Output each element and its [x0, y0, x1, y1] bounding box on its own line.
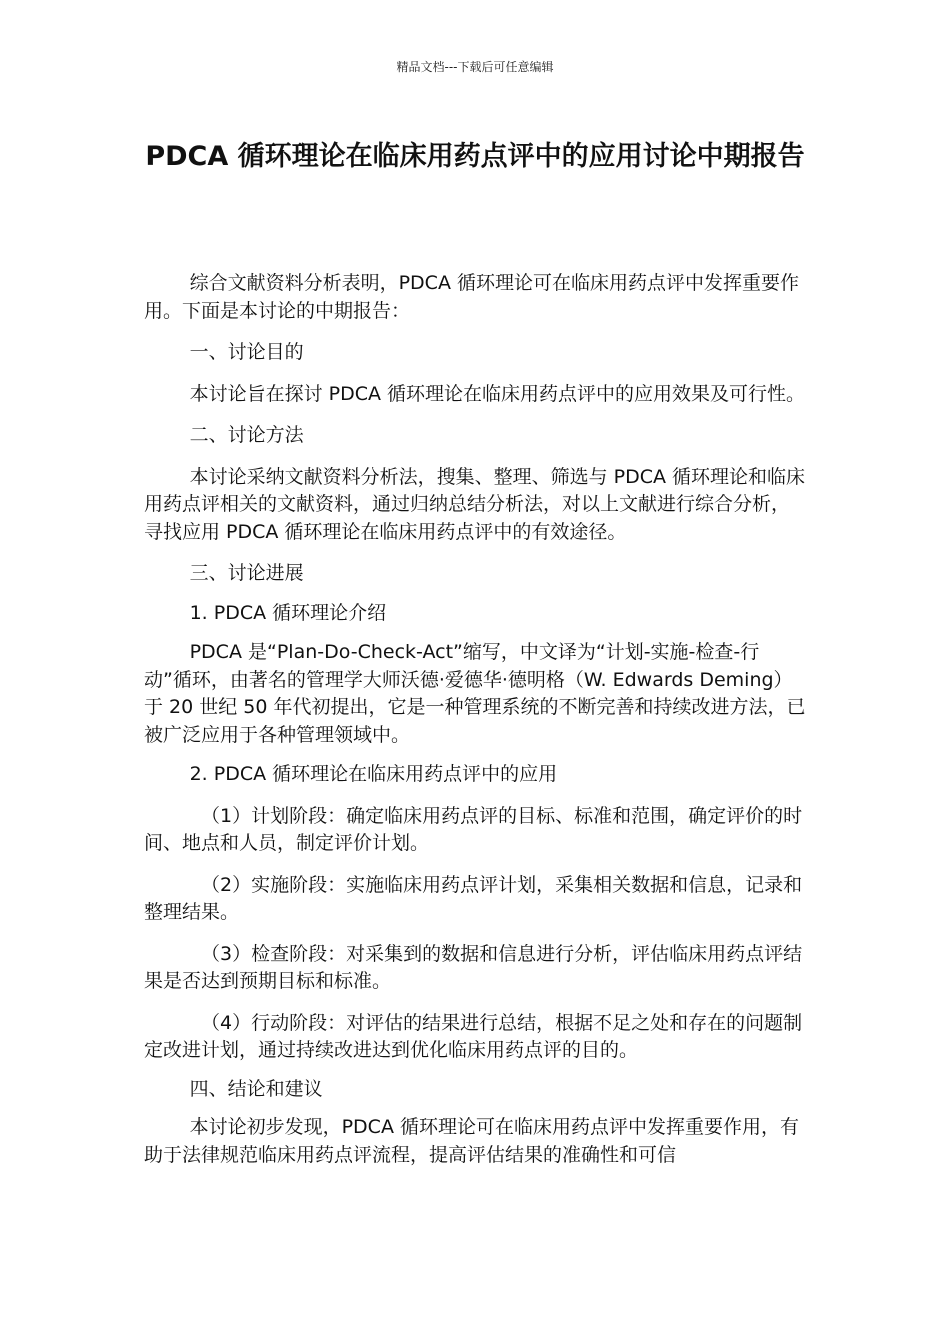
- page-header: 精品文档---下载后可任意编辑: [396, 60, 554, 74]
- section-heading-conclusion: 四、结论和建议: [189, 1077, 323, 1100]
- subsection-heading-pdca-intro: 1. PDCA 循环理论介绍: [189, 601, 387, 624]
- list-item-check: （3）检查阶段：对采集到的数据和信息进行分析，评估临床用药点评结果是否达到预期目标和标准。: [144, 942, 803, 992]
- document-title: PDCA 循环理论在临床用药点评中的应用讨论中期报告: [145, 141, 805, 172]
- conclusion-paragraph: 本讨论初步发现，PDCA 循环理论可在临床用药点评中发挥重要作用，有助于法律规范临床用药点评流程，提高评估结果的准确性和可信: [144, 1116, 799, 1166]
- list-item-plan: （1）计划阶段：确定临床用药点评的目标、标准和范围，确定评价的时间、地点和人员，制定评价计划。: [144, 804, 803, 854]
- pdca-intro-paragraph: PDCA 是“Plan-Do-Check-Act”缩写，中文译为“计划-实施-检查-行动”循环，由著名的管理学大师沃德·爱德华·德明格（W. Edwards Deming）于 20 世纪 50 年代初提出，它是一种管理系统的不断完善和持续改进方法，已被广泛应用于各种管理领域中。: [144, 641, 806, 746]
- intro-paragraph: 综合文献资料分析表明，PDCA 循环理论可在临床用药点评中发挥重要作用。下面是本讨论的中期报告：: [144, 272, 799, 322]
- method-paragraph: 本讨论采纳文献资料分析法，搜集、整理、筛选与 PDCA 循环理论和临床用药点评相关的文献资料，通过归纳总结分析法，对以上文献进行综合分析，寻找应用 PDCA 循环理论在临床用药点评中的有效途径。: [144, 465, 806, 543]
- list-item-act: （4）行动阶段：对评估的结果进行总结，根据不足之处和存在的问题制定改进计划，通过持续改进达到优化临床用药点评的目的。: [144, 1011, 803, 1061]
- purpose-paragraph: 本讨论旨在探讨 PDCA 循环理论在临床用药点评中的应用效果及可行性。: [189, 382, 806, 405]
- subsection-heading-application: 2. PDCA 循环理论在临床用药点评中的应用: [189, 763, 558, 785]
- section-heading-method: 二、讨论方法: [189, 424, 304, 446]
- section-heading-purpose: 一、讨论目的: [189, 341, 304, 363]
- section-heading-progress: 三、讨论进展: [189, 562, 304, 584]
- list-item-do: （2）实施阶段：实施临床用药点评计划，采集相关数据和信息，记录和整理结果。: [144, 873, 803, 923]
- document-body: [144, 270, 806, 1169]
